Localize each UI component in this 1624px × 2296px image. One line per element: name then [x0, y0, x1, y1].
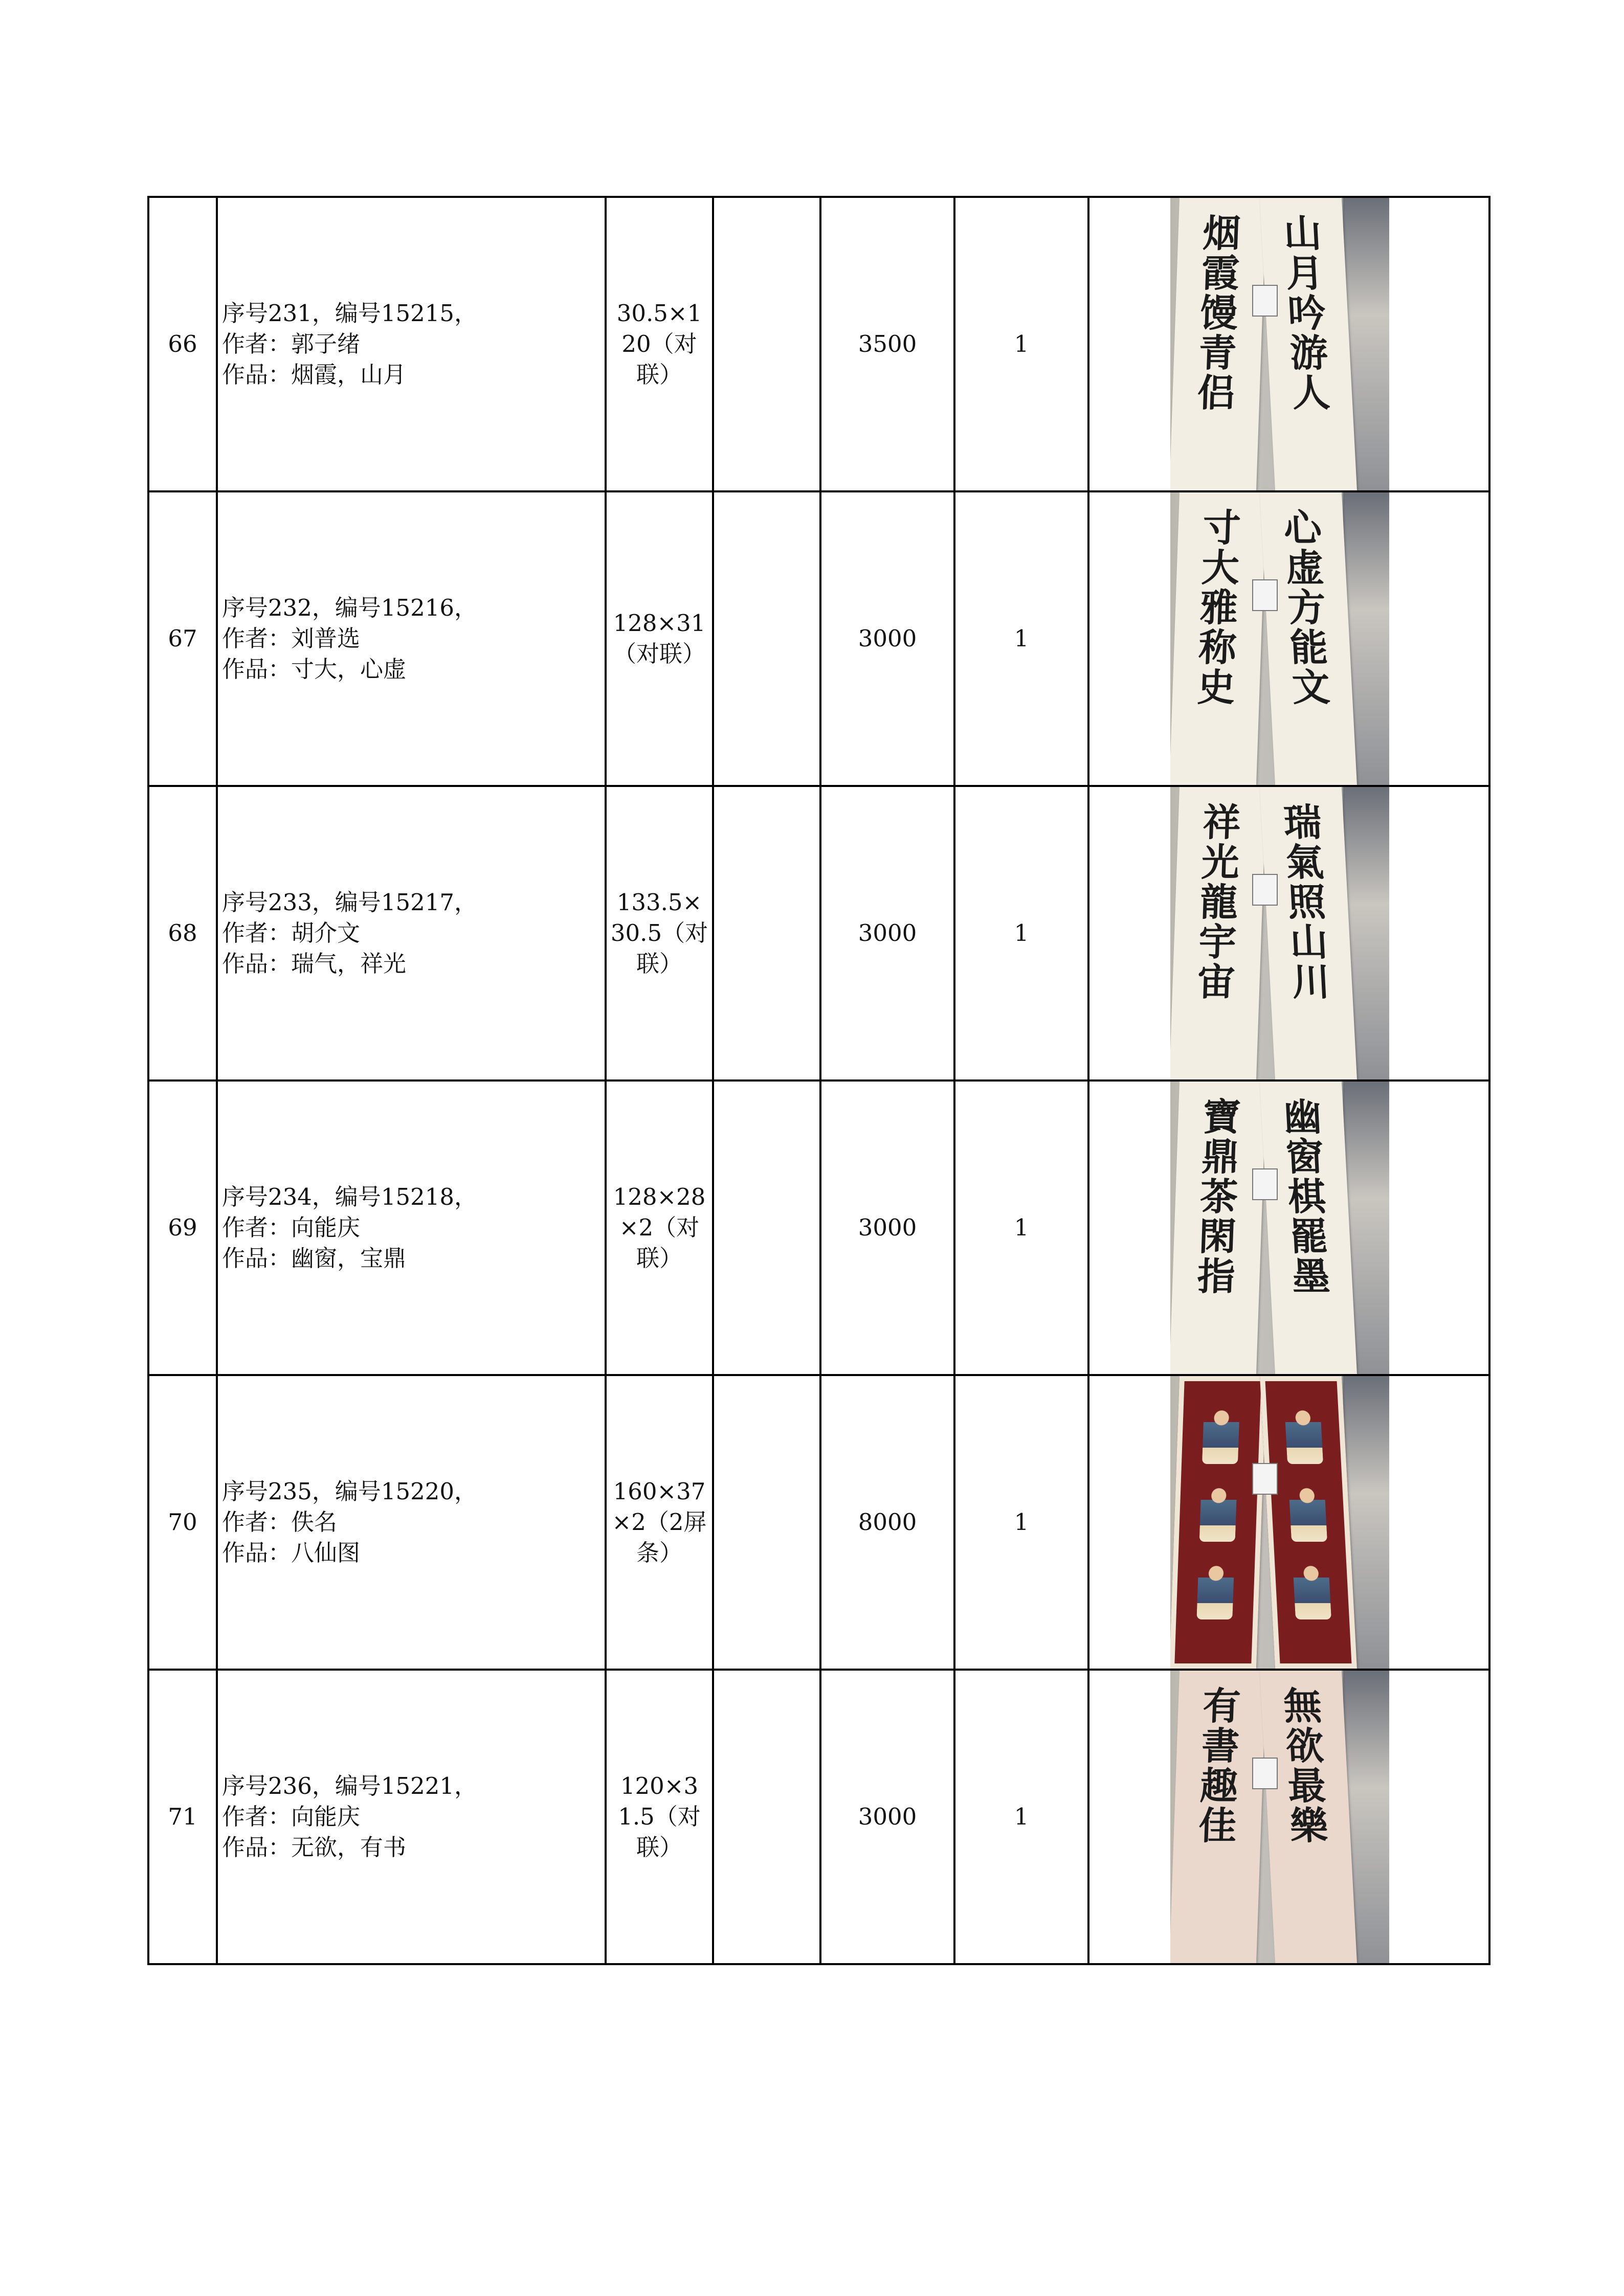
item-quantity: 1 — [954, 1670, 1088, 1964]
description-line: 作者：刘普选 — [222, 625, 361, 652]
description-line: 序号233，编号15217， — [222, 889, 478, 916]
item-size — [606, 1375, 713, 1670]
calligraphy-char: 寸 — [1202, 506, 1242, 550]
item-price: 3500 — [820, 197, 954, 491]
calligraphy-char: 烟 — [1202, 212, 1242, 256]
calligraphy-char: 虚 — [1284, 546, 1325, 590]
calligraphy-char: 鼎 — [1200, 1135, 1240, 1179]
price-tag-label — [1252, 285, 1278, 317]
price-tag-label — [1252, 1758, 1278, 1789]
calligraphy-char: 氣 — [1284, 841, 1325, 885]
calligraphy-char: 大 — [1200, 546, 1240, 590]
immortal-figure — [1199, 1485, 1237, 1542]
item-quantity: 1 — [954, 197, 1088, 491]
item-description — [217, 1375, 606, 1670]
artwork-photo — [1170, 492, 1389, 785]
item-quantity: 1 — [954, 786, 1088, 1081]
item-description — [217, 197, 606, 491]
immortal-figure — [1293, 1563, 1331, 1619]
size-text: 133.5×30.5（对联） — [610, 889, 708, 977]
description-line: 作者：胡介文 — [222, 919, 361, 947]
table-row — [148, 1081, 1489, 1375]
item-quantity: 1 — [954, 1375, 1088, 1670]
calligraphy-char: 樂 — [1288, 1804, 1329, 1848]
left-scroll — [1170, 1082, 1266, 1374]
item-size — [606, 1670, 713, 1964]
item-size — [606, 786, 713, 1081]
immortal-figure — [1288, 1485, 1327, 1542]
artwork-photo — [1170, 1082, 1389, 1374]
description-line: 序号236，编号15221， — [222, 1772, 478, 1799]
item-quantity: 1 — [954, 1081, 1088, 1375]
description-line: 作者：向能庆 — [222, 1803, 361, 1830]
calligraphy-char: 指 — [1196, 1255, 1236, 1299]
table-row — [148, 1670, 1489, 1964]
description-line: 作品：寸大，心虚 — [222, 656, 407, 683]
price-tag-label — [1252, 874, 1278, 906]
size-text: 30.5×120（对联） — [616, 300, 702, 388]
description-line: 序号231，编号15215， — [222, 300, 478, 327]
calligraphy-char: 趣 — [1199, 1764, 1239, 1808]
item-size — [606, 491, 713, 786]
table-row — [148, 491, 1489, 786]
calligraphy-char: 雅 — [1199, 586, 1239, 630]
calligraphy-char: 幽 — [1282, 1095, 1323, 1139]
empty-cell — [713, 197, 820, 491]
artwork-photo — [1170, 1671, 1389, 1963]
calligraphy-char: 墨 — [1291, 1255, 1331, 1299]
price-tag-label — [1252, 1168, 1278, 1200]
description-line: 作品：八仙图 — [222, 1539, 361, 1566]
item-description — [217, 1670, 606, 1964]
calligraphy-char: 心 — [1282, 506, 1323, 550]
empty-cell — [713, 786, 820, 1081]
left-scroll — [1170, 198, 1266, 490]
description-line: 作品：幽窗，宝鼎 — [222, 1245, 407, 1272]
catalog-table — [147, 196, 1490, 1965]
calligraphy-char: 月 — [1284, 252, 1325, 296]
item-description — [217, 1081, 606, 1375]
right-scroll — [1260, 787, 1357, 1079]
item-photo-cell — [1088, 786, 1489, 1081]
item-description — [217, 786, 606, 1081]
table-row — [148, 1375, 1489, 1670]
calligraphy-char: 無 — [1282, 1684, 1323, 1728]
empty-cell — [713, 491, 820, 786]
calligraphy-char: 川 — [1291, 960, 1331, 1004]
description-line: 作者：郭子绪 — [222, 330, 361, 357]
description-line: 序号232，编号15216， — [222, 594, 478, 621]
artwork-photo — [1170, 1376, 1389, 1669]
item-price: 8000 — [820, 1375, 954, 1670]
size-text: 160×37×2（2屏条） — [612, 1478, 707, 1566]
empty-cell — [713, 1081, 820, 1375]
immortal-figure — [1196, 1563, 1234, 1619]
description-line: 作者：佚名 — [222, 1509, 338, 1536]
calligraphy-char: 宇 — [1197, 920, 1237, 964]
item-size — [606, 1081, 713, 1375]
price-tag-label — [1252, 1463, 1278, 1495]
calligraphy-char: 青 — [1197, 331, 1237, 375]
item-price: 3000 — [820, 786, 954, 1081]
description-line: 序号234，编号15218， — [222, 1183, 478, 1210]
left-scroll — [1170, 1376, 1266, 1669]
calligraphy-characters — [1266, 1402, 1350, 1626]
calligraphy-char: 方 — [1286, 586, 1327, 630]
row-number: 68 — [148, 786, 217, 1081]
calligraphy-char: 祥 — [1202, 801, 1242, 845]
calligraphy-char: 罷 — [1288, 1215, 1329, 1259]
item-photo-cell — [1088, 491, 1489, 786]
size-text: 128×28×2（对联） — [613, 1183, 706, 1272]
description-line: 作品：瑞气，祥光 — [222, 950, 407, 977]
calligraphy-char: 侣 — [1196, 371, 1236, 415]
row-number: 66 — [148, 197, 217, 491]
row-number: 69 — [148, 1081, 217, 1375]
right-scroll — [1260, 198, 1357, 490]
calligraphy-char: 人 — [1291, 371, 1331, 415]
item-size — [606, 197, 713, 491]
calligraphy-char: 寶 — [1202, 1095, 1242, 1139]
price-tag-label — [1252, 579, 1278, 611]
empty-cell — [713, 1375, 820, 1670]
description-line: 作品：烟霞，山月 — [222, 361, 407, 388]
artwork-photo — [1170, 787, 1389, 1079]
left-scroll — [1170, 1671, 1266, 1963]
row-number: 67 — [148, 491, 217, 786]
calligraphy-char: 欲 — [1284, 1724, 1325, 1768]
calligraphy-char: 馒 — [1199, 291, 1239, 335]
calligraphy-char: 棋 — [1286, 1175, 1327, 1219]
artwork-photo — [1170, 198, 1389, 490]
calligraphy-char: 游 — [1288, 331, 1329, 375]
item-price: 3000 — [820, 1081, 954, 1375]
calligraphy-char: 山 — [1288, 920, 1329, 964]
right-scroll — [1260, 1376, 1357, 1669]
calligraphy-char: 閑 — [1197, 1215, 1237, 1259]
item-price: 3000 — [820, 491, 954, 786]
calligraphy-char: 茶 — [1199, 1175, 1239, 1219]
calligraphy-char: 文 — [1291, 666, 1331, 710]
right-scroll — [1260, 1082, 1357, 1374]
table-row — [148, 786, 1489, 1081]
table-row — [148, 197, 1489, 491]
calligraphy-char: 史 — [1196, 666, 1236, 710]
immortal-figure — [1284, 1408, 1323, 1464]
calligraphy-char: 照 — [1286, 881, 1327, 925]
calligraphy-char: 霞 — [1200, 252, 1240, 296]
immortal-figure — [1202, 1408, 1240, 1464]
item-description — [217, 491, 606, 786]
right-scroll — [1260, 492, 1357, 785]
calligraphy-char: 宙 — [1196, 960, 1236, 1004]
calligraphy-char: 吟 — [1286, 291, 1327, 335]
row-number: 70 — [148, 1375, 217, 1670]
row-number: 71 — [148, 1670, 217, 1964]
calligraphy-char: 窗 — [1284, 1135, 1325, 1179]
left-scroll — [1170, 492, 1266, 785]
item-photo-cell — [1088, 1670, 1489, 1964]
size-text: 128×31（对联） — [613, 610, 706, 667]
item-photo-cell — [1088, 1375, 1489, 1670]
item-quantity: 1 — [954, 491, 1088, 786]
calligraphy-char: 瑞 — [1282, 801, 1323, 845]
description-line: 序号235，编号15220， — [222, 1478, 478, 1505]
calligraphy-char: 光 — [1200, 841, 1240, 885]
item-photo-cell — [1088, 197, 1489, 491]
calligraphy-characters — [1176, 1402, 1260, 1626]
size-text: 120×31.5（对联） — [618, 1772, 701, 1861]
calligraphy-char: 龍 — [1199, 881, 1239, 925]
calligraphy-char: 最 — [1286, 1764, 1327, 1808]
calligraphy-char: 能 — [1288, 626, 1329, 670]
calligraphy-char: 書 — [1200, 1724, 1240, 1768]
description-line: 作品：无欲，有书 — [222, 1834, 407, 1861]
right-scroll — [1260, 1671, 1357, 1963]
description-line: 作者：向能庆 — [222, 1214, 361, 1241]
calligraphy-char: 山 — [1282, 212, 1323, 256]
calligraphy-char: 称 — [1197, 626, 1237, 670]
calligraphy-char: 佳 — [1197, 1804, 1237, 1848]
left-scroll — [1170, 787, 1266, 1079]
item-photo-cell — [1088, 1081, 1489, 1375]
calligraphy-char: 有 — [1202, 1684, 1242, 1728]
empty-cell — [713, 1670, 820, 1964]
item-price: 3000 — [820, 1670, 954, 1964]
